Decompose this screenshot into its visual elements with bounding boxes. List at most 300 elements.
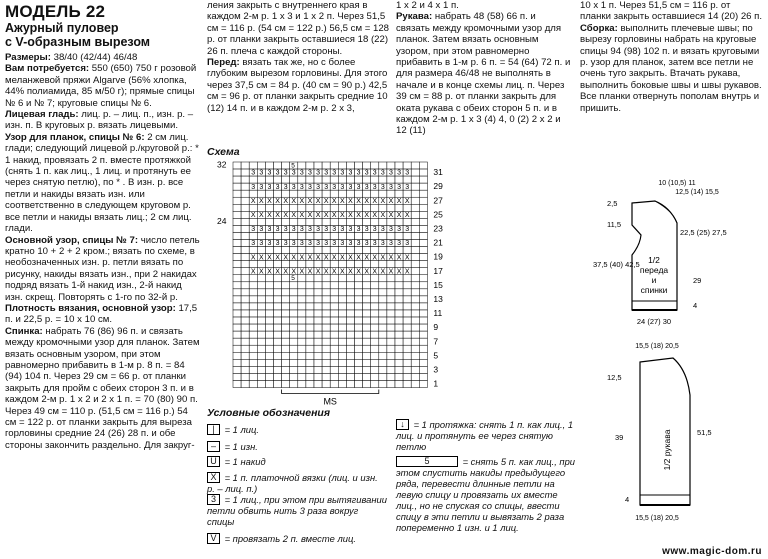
chart-cell [265,380,273,387]
chart-cell [274,218,282,225]
chart-cell [371,275,379,282]
chart-cell [314,345,322,352]
chart-symbol: 3 [405,183,410,191]
chart-cell [387,373,395,380]
gauge-para [5,303,200,326]
chart-symbol: 3 [388,240,393,248]
chart-cell [314,247,322,254]
chart-cell [298,275,306,282]
chart-cell [371,247,379,254]
chart-cell [322,345,330,352]
chart-symbol: 3 [324,169,329,177]
chart-symbol: X [372,268,378,276]
chart-cell [241,183,249,190]
chart-symbol: X [259,211,264,219]
chart-symbol: X [340,268,345,276]
chart-cell [241,338,249,345]
chart-symbol: 3 [397,183,402,191]
assembly-text: выполнить плечевые швы; по вырезу горловины набрать на круговые спицы 94 (98) 102 п. и вязать круговыми р. узор для планок, затем все петли не очень туго закрыть. Втачать рукава, выполнить боковые швы и швы рукавов. Все планки отвернуть пополам внутрь и пришить. [580,22,762,114]
chart-cell [363,373,371,380]
chart-cell [395,282,403,289]
chart-symbol: X [315,268,321,276]
chart-cell [338,338,346,345]
chart-symbol: X [364,211,369,219]
chart-cell [330,162,338,169]
sleeve-bottom-dim: 15,5 (18) 20,5 [635,515,679,522]
chart-cell [355,275,363,282]
chart-cell [233,373,241,380]
chart-cell [411,176,419,183]
chart-symbol: X [348,197,353,205]
chart-cell [306,296,314,303]
sleeve-placket-dim: 4 [625,495,630,504]
chart-grid [233,162,427,407]
chart-cell [363,232,371,239]
chart-cell [395,289,403,296]
chart-cell [257,296,265,303]
chart-row-label: 13 [433,293,443,304]
chart-symbol: 3 [388,226,393,234]
chart-cell [322,310,330,317]
chart-cell [363,176,371,183]
chart-symbol: X [372,211,378,219]
chart-symbol: X [291,197,297,205]
chart-cell [290,380,298,387]
chart-cell [241,162,249,169]
chart-cell [379,324,387,331]
chart-cell [241,247,249,254]
chart-cell [233,352,241,359]
chart-cell [274,190,282,197]
stockinette-text: лиц. р. – лиц. п., изн. р. – изн. п. В круговых р. вязать лицевыми. [5,109,194,132]
chart-cell [306,247,314,254]
chart-symbol: 3 [251,240,256,248]
column-2 [207,0,390,114]
chart-cell [265,373,273,380]
sizes-text: 38/40 (42/44) 46/48 [50,52,138,63]
chart-symbol: 3 [291,183,296,191]
main-pattern-text: число петель кратно 10 + 2 + 2 кром.; вязать по схеме, в необозначенных изн. р. петли вязать по рисунку, накиды вязать изн., при 2 накидах подряд вязать 1-й накид изн., 2-й накид изн. скрещ. Повторять с 1-го по 32-й р. [5,234,200,303]
chart-cell [346,218,354,225]
chart-symbol: 3 [372,169,377,177]
chart-cell [403,190,411,197]
chart-cell [249,232,257,239]
chart-cell [403,331,411,338]
chart-cell [298,359,306,366]
chart-cell [241,197,249,204]
chart-cell [363,310,371,317]
chart-cell [411,183,419,190]
chart-cell [371,289,379,296]
chart-cell [282,232,290,239]
front-width-dim: 24 (27) 30 [636,317,672,326]
chart-symbol: X [259,268,264,276]
chart-symbol: 3 [267,183,272,191]
col3-para1: 1 х 2 и 4 х 1 п. [396,0,459,11]
chart-cell [274,289,282,296]
chart-cell [338,380,346,387]
chart-symbol: 3 [340,183,345,191]
chart-symbol: X [275,197,280,205]
legend-item [207,472,387,494]
chart-cell [411,331,419,338]
chart-cell [322,352,330,359]
chart-cell [355,324,363,331]
chart-cell [379,380,387,387]
chart-cell [257,303,265,310]
chart-cell [371,190,379,197]
legend-symbol: ↓ [396,419,409,430]
chart-cell [233,176,241,183]
chart-symbol: X [340,197,345,205]
subtitle-line2: с V-образным вырезом [5,35,151,49]
chart-cell [379,190,387,197]
chart-row-label: 29 [433,181,443,192]
col2-para1: ления закрыть с внутреннего края в каждом 2-м р. 1 х 3 и 1 х 2 п. Через 51,5 см = 116 р. (54 см = 122 р.) 56,5 см = 128 р. от планки закрыть оставшиеся 18 (22) 26 п. плеча с каждой стороны. [207,0,390,57]
legend-text: = 1 протяжка: снять 1 п. как лиц., 1 лиц. и протянуть ее через снятую петлю [396,419,574,452]
chart-cell [403,303,411,310]
chart-symbol: X [356,268,361,276]
chart-cell [411,345,419,352]
chart-cell [233,261,241,268]
chart-cell [355,317,363,324]
chart-cell [257,352,265,359]
chart-cell [265,289,273,296]
chart-cell [257,218,265,225]
legend-text: = снять 5 п. как лиц., при этом спустить накиды предыдущего ряда, перевести длинные петли на левую спицу и провязать их вместе лиц., но не спуская со спицы, ввести спицу в эти петли и вывязать 2 раза попеременно 1 изн. и 1 лиц. [396,456,576,533]
chart-cell [233,197,241,204]
chart-cell [306,310,314,317]
chart-cell [257,380,265,387]
chart-symbol: X [364,268,369,276]
chart-cell [249,162,257,169]
chart-cell [249,176,257,183]
chart-cell [411,268,419,275]
chart-symbol: 3 [324,183,329,191]
chart-cell [411,162,419,169]
column-3 [396,0,572,137]
chart-cell [282,303,290,310]
chart-cell [395,352,403,359]
chart-cell [274,331,282,338]
chart-symbol: 3 [324,226,329,234]
chart-cell [322,373,330,380]
chart-symbol: X [380,197,386,205]
chart-cell [403,247,411,254]
chart-cell [282,366,290,373]
chart-symbol: X [259,197,264,205]
chart-cell [322,317,330,324]
chart-symbol: 3 [299,240,304,248]
chart-cell [249,331,257,338]
chart-cell [419,310,427,317]
chart-cell [363,324,371,331]
chart-cell [346,204,354,211]
legend-item [207,494,387,527]
chart-cell [395,359,403,366]
chart-cell [330,218,338,225]
chart-cell [290,247,298,254]
chart-cell [274,373,282,380]
chart-cell [411,296,419,303]
chart-cell [298,232,306,239]
chart-symbol: 3 [307,240,312,248]
chart-cell [233,324,241,331]
chart-cell [403,359,411,366]
chart-symbol: 3 [405,169,410,177]
chart-symbol: X [388,211,394,219]
chart-symbol: X [348,268,353,276]
chart-symbol: X [331,254,337,262]
chart-cell [290,324,298,331]
chart-cell [233,338,241,345]
chart-cell [363,218,371,225]
chart-symbol: 3 [267,240,272,248]
chart-row-label: 19 [433,251,443,262]
chart-cell [274,247,282,254]
chart-cell [314,261,322,268]
sleeve-length-dim: 39 [615,433,624,442]
chart-row-label: 21 [433,237,443,248]
chart-cell [346,303,354,310]
chart-cell [387,310,395,317]
chart-symbol: X [331,197,337,205]
chart-cell [241,324,249,331]
chart-cell [241,317,249,324]
chart-cell [411,197,419,204]
chart-cell [411,169,419,176]
chart-cell [306,324,314,331]
chart-cell [411,204,419,211]
chart-cell [241,366,249,373]
chart-cell [355,380,363,387]
chart-symbol: X [388,254,394,262]
chart-cell [306,345,314,352]
chart-cell [290,261,298,268]
chart-symbol: 3 [397,169,402,177]
chart-cell [290,289,298,296]
chart-cell [282,296,290,303]
chart-cell [265,303,273,310]
chart-cell [233,204,241,211]
chart-cell [233,303,241,310]
chart-cell [282,247,290,254]
chart-cell [395,296,403,303]
chart-cell [249,380,257,387]
chart-cell [257,310,265,317]
chart-cell [419,254,427,261]
chart-cell [395,366,403,373]
chart-cell [257,338,265,345]
chart-cell [257,176,265,183]
chart-cell [233,296,241,303]
chart-cell [379,331,387,338]
chart-cell [282,359,290,366]
chart-cell [419,373,427,380]
chart-cell [363,380,371,387]
chart-symbol: 3 [267,226,272,234]
chart-cell [379,303,387,310]
chart-cell [419,261,427,268]
chart-cell [274,380,282,387]
chart-symbol: 3 [405,226,410,234]
chart-cell [387,359,395,366]
chart-symbol: 3 [307,226,312,234]
chart-cell [330,190,338,197]
legend-title: Условные обозначения [207,407,331,419]
chart-cell [403,366,411,373]
chart-cell [306,176,314,183]
chart-cell [249,359,257,366]
chart-symbol: X [396,197,402,205]
chart-cell [330,352,338,359]
chart-cell [395,232,403,239]
chart-cell [419,183,427,190]
chart-symbol: 3 [372,240,377,248]
chart-cell [298,338,306,345]
chart-cell [314,366,322,373]
chart-symbol: 3 [291,240,296,248]
chart-cell [330,204,338,211]
chart-cell [403,218,411,225]
sleeve-schematic [595,340,765,550]
chart-symbol: X [299,254,305,262]
chart-cell [411,359,419,366]
chart-cell [330,261,338,268]
chart-cell [379,218,387,225]
chart-symbol: X [340,211,345,219]
legend-item [207,533,387,544]
chart-cell [355,338,363,345]
chart-cell [419,331,427,338]
col4-para1: 10 х 1 п. Через 51,5 см = 116 р. от планки закрыть оставшиеся 14 (20) 26 п. [580,0,763,23]
chart-cell [290,359,298,366]
chart-cell [306,338,314,345]
chart-symbol: 3 [316,226,321,234]
chart-cell [355,310,363,317]
chart-symbol: 3 [405,240,410,248]
chart-cell [298,310,306,317]
chart-cell [346,247,354,254]
chart-cell [241,261,249,268]
chart-cell [387,352,395,359]
chart-cell [346,380,354,387]
chart-row-label: 1 [433,378,439,389]
chart-cell [233,232,241,239]
chart-symbol: X [364,197,369,205]
chart-cell [379,359,387,366]
chart-cell [314,218,322,225]
chart-cell [403,289,411,296]
chart-cell [233,275,241,282]
sleeves-text: набрать 48 (58) 66 п. и связать между кромочными узор для планок. Затем вязать основным узором, при этом равномерно прибавить в 1-м р. 6 п. = 54 (64) 72 п. и для размера 46/48 не выполнять в начале и в конце схемы лиц. п. Через 39 см = 88 р. от планки закрыть для оката рукава с обеих сторон 5 п. и в каждом 2-м р. 1 х 3 (4) 4, 0 (2) 2 х 2 и 12 (11) [396,11,571,137]
chart-cell [346,373,354,380]
assembly-label: Сборка: [580,22,618,34]
chart-cell [338,275,346,282]
legend-text: = 1 накид [222,456,266,467]
chart-cell [371,282,379,289]
chart-cell [363,247,371,254]
chart-symbol: X [307,211,313,219]
chart-cell [241,282,249,289]
chart-cell [306,261,314,268]
chart-symbol: X [267,268,272,276]
chart-symbol: X [388,197,394,205]
chart-cell [306,303,314,310]
chart-cell [274,162,282,169]
placket-para [5,132,200,235]
chart-cell [290,345,298,352]
chart-cell [411,211,419,218]
chart-cell [346,331,354,338]
chart-cell [298,261,306,268]
chart-symbol: 3 [332,183,337,191]
chart-cell [257,345,265,352]
front-label-3: и [651,275,657,285]
chart-cell [314,296,322,303]
chart-cell [338,261,346,268]
chart-cell [322,324,330,331]
chart-cell [233,225,241,232]
chart-cell [322,275,330,282]
chart-cell [282,331,290,338]
chart-symbol: 3 [251,183,256,191]
chart-cell [379,296,387,303]
chart-cell [298,352,306,359]
chart-cell [411,352,419,359]
back-label: Спинка: [5,325,43,337]
chart-symbol: X [388,268,394,276]
chart-cell [233,282,241,289]
chart-cell [322,282,330,289]
chart-cell [419,359,427,366]
chart-cell [233,359,241,366]
front-label-2: переда [639,265,669,275]
chart-cell [363,204,371,211]
chart-cell [419,204,427,211]
chart-cell [338,296,346,303]
chart-cell [379,247,387,254]
chart-cell [274,359,282,366]
chart-cell [387,331,395,338]
chart-cell [371,352,379,359]
chart-cell [265,331,273,338]
chart-cell [355,366,363,373]
chart-cell [387,218,395,225]
front-top-width-a: 10 (10,5) 11 [658,180,696,187]
chart-symbol: X [250,254,256,262]
chart-cell [314,190,322,197]
legend-text: = 1 изн. [222,441,258,452]
chart-cell [395,275,403,282]
chart-symbol: 3 [251,169,256,177]
chart-cell [371,296,379,303]
need-label: Вам потребуется: [5,63,90,75]
chart-cell [411,218,419,225]
chart-cell [314,331,322,338]
chart-cell [330,296,338,303]
chart-cell [355,204,363,211]
legend-symbol: – [207,441,220,452]
legend-item-right [396,419,576,452]
legend-item-right [396,456,576,533]
chart-cell [346,366,354,373]
legend-text: = 1 лиц., при этом при вытягивании петли обвить нить 3 раза вокруг спицы [207,494,387,527]
column-4 [580,0,764,114]
chart-cell [411,240,419,247]
main-pattern-para [5,235,200,303]
chart-symbol: X [356,211,361,219]
